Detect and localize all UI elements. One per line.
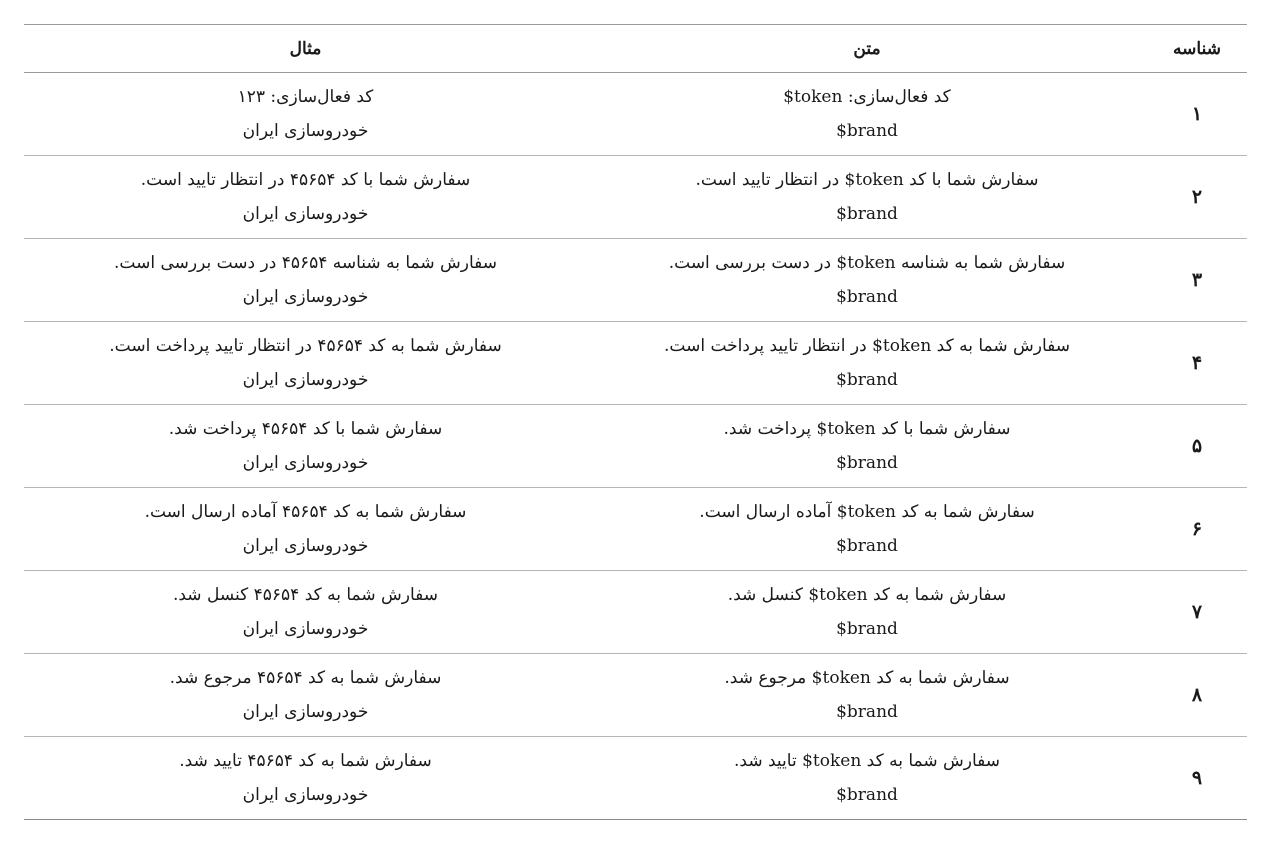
template-text-line: سفارش شما با کد token$ در انتظار تایید است.: [695, 170, 1039, 190]
example-brand-line: خودروسازی ایران: [242, 785, 369, 805]
table-row: [24, 654, 1247, 737]
example-text-line: سفارش شما به کد ۴۵۶۵۴ آماده ارسال است.: [144, 502, 467, 522]
table-row: [24, 737, 1247, 820]
row-id-cell: ۳: [1191, 269, 1203, 291]
template-text-line: سفارش شما به شناسه token$ در دست بررسی است.: [668, 253, 1066, 273]
row-id-cell: ۴: [1191, 352, 1203, 374]
example-brand-line: خودروسازی ایران: [242, 204, 369, 224]
example-brand-line: خودروسازی ایران: [242, 702, 369, 722]
example-text-line: سفارش شما به شناسه ۴۵۶۵۴ در دست بررسی است.: [114, 253, 497, 273]
table-row: [24, 322, 1247, 405]
row-id-cell: ۷: [1191, 601, 1203, 623]
table-row: [24, 488, 1247, 571]
example-text-line: سفارش شما با کد ۴۵۶۵۴ پرداخت شد.: [168, 419, 443, 439]
template-text-cell: [587, 322, 1147, 405]
example-text-line: سفارش شما با کد ۴۵۶۵۴ در انتظار تایید است.: [140, 170, 471, 190]
header-id: شناسه: [1173, 38, 1221, 59]
template-text-cell: [587, 239, 1147, 322]
table-row: [24, 156, 1247, 239]
template-text-cell: [587, 156, 1147, 239]
example-cell: [24, 488, 587, 571]
template-brand-line: brand$: [836, 702, 898, 722]
example-cell: [24, 571, 587, 654]
example-cell: [24, 322, 587, 405]
header-example: مثال: [289, 38, 322, 59]
example-brand-line: خودروسازی ایران: [242, 453, 369, 473]
row-id-cell: ۵: [1191, 435, 1203, 457]
template-brand-line: brand$: [836, 370, 898, 390]
table-row: [24, 73, 1247, 156]
template-text-cell: [587, 405, 1147, 488]
example-brand-line: خودروسازی ایران: [242, 536, 369, 556]
example-cell: [24, 654, 587, 737]
example-text-line: سفارش شما به کد ۴۵۶۵۴ در انتظار تایید پرداخت است.: [109, 336, 502, 356]
example-brand-line: خودروسازی ایران: [242, 121, 369, 141]
example-brand-line: خودروسازی ایران: [242, 370, 369, 390]
row-id-cell: ۲: [1191, 186, 1203, 208]
template-text-cell: [587, 737, 1147, 820]
row-id-cell: ۱: [1191, 103, 1203, 125]
template-text-cell: [587, 654, 1147, 737]
template-brand-line: brand$: [836, 287, 898, 307]
sms-template-table: [24, 24, 1247, 820]
template-brand-line: brand$: [836, 785, 898, 805]
row-id-cell: ۶: [1191, 518, 1203, 540]
template-text-line: سفارش شما به کد token$ کنسل شد.: [727, 585, 1007, 605]
table-header: [24, 25, 1247, 73]
table-row: [24, 405, 1247, 488]
header-text: متن: [853, 38, 881, 59]
table-row: [24, 239, 1247, 322]
template-brand-line: brand$: [836, 121, 898, 141]
table-body: [24, 73, 1247, 820]
template-brand-line: brand$: [836, 536, 898, 556]
table-header-row: [24, 25, 1247, 73]
example-cell: [24, 156, 587, 239]
example-cell: [24, 737, 587, 820]
template-text-line: کد فعال‌سازی: token$: [783, 87, 951, 107]
table-row: [24, 571, 1247, 654]
example-cell: [24, 73, 587, 156]
example-text-line: سفارش شما به کد ۴۵۶۵۴ کنسل شد.: [172, 585, 439, 605]
template-text-cell: [587, 488, 1147, 571]
example-brand-line: خودروسازی ایران: [242, 287, 369, 307]
sms-template-table-wrapper: [24, 24, 1247, 820]
template-brand-line: brand$: [836, 453, 898, 473]
example-cell: [24, 405, 587, 488]
row-id-cell: ۹: [1191, 767, 1203, 789]
template-text-line: سفارش شما به کد token$ مرجوع شد.: [724, 668, 1010, 688]
template-text-cell: [587, 571, 1147, 654]
example-text-line: سفارش شما به کد ۴۵۶۵۴ تایید شد.: [179, 751, 432, 771]
template-text-line: سفارش شما با کد token$ پرداخت شد.: [723, 419, 1011, 439]
example-text-line: کد فعال‌سازی: ۱۲۳: [237, 87, 374, 107]
template-brand-line: brand$: [836, 204, 898, 224]
template-text-line: سفارش شما به کد token$ تایید شد.: [734, 751, 1000, 771]
template-text-line: سفارش شما به کد token$ آماده ارسال است.: [699, 502, 1035, 522]
row-id-cell: ۸: [1191, 684, 1203, 706]
template-brand-line: brand$: [836, 619, 898, 639]
example-text-line: سفارش شما به کد ۴۵۶۵۴ مرجوع شد.: [169, 668, 442, 688]
template-text-line: سفارش شما به کد token$ در انتظار تایید پرداخت است.: [663, 336, 1070, 356]
example-brand-line: خودروسازی ایران: [242, 619, 369, 639]
example-cell: [24, 239, 587, 322]
template-text-cell: [587, 73, 1147, 156]
